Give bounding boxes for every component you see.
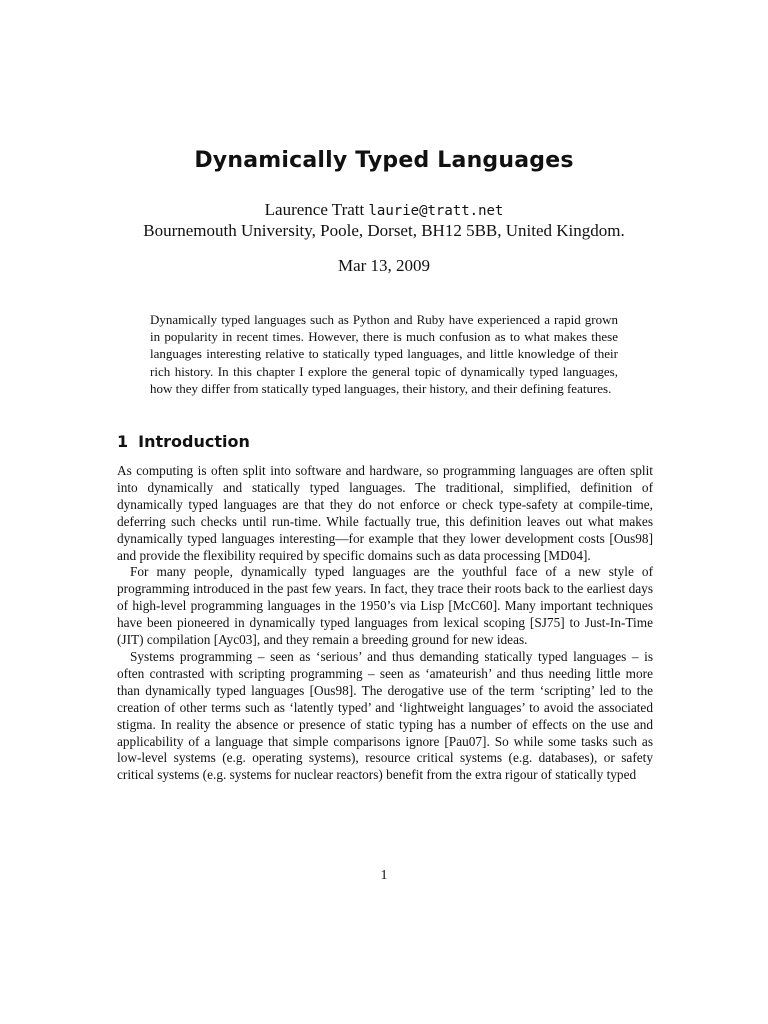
- page-number: 1: [380, 868, 388, 883]
- paragraph: As computing is often split into software and hardware, so programming languages are often split into dynamically and statically typed languages. The traditional, simplified, definition of dynamically typed languages are that they do not enforce or check type-safety at compile-time, deferring such checks until run-time. While factually true, this definition leaves out what makes dynamically typed languages interesting—for example that they lower development costs [Ous98] and provide the flexibility required by specific domains such as data processing [MD04].: [117, 463, 653, 563]
- author-line: [0, 200, 768, 220]
- paper-date: Mar 13, 2009: [337, 256, 431, 275]
- paragraph: For many people, dynamically typed languages are the youthful face of a new style of programming introduced in the past few years. In fact, they trace their roots back to the earliest days of high-level programming languages in the 1950’s via Lisp [McC60]. Many important techniques have been pioneered in dynamically typed languages from lexical scoping [SJ75] to Just-In-Time (JIT) compilation [Ayc03], and they remain a breeding ground for new ideas.: [117, 564, 653, 648]
- section-title: Introduction: [138, 432, 250, 451]
- author-name: Laurence Tratt: [264, 200, 365, 219]
- abstract: Dynamically typed languages such as Python and Ruby have experienced a rapid grown in popularity in recent times. However, there is much confusion as to what makes these languages interesting relative to statically typed languages, and little knowledge of their rich history. In this chapter I explore the general topic of dynamically typed languages, how they differ from statically typed languages, their history, and their defining features.: [150, 312, 618, 396]
- body-text: [117, 463, 653, 784]
- section-heading: [117, 432, 250, 451]
- section-number: 1: [117, 432, 129, 451]
- paragraph: Systems programming – seen as ‘serious’ and thus demanding statically typed languages – is often contrasted with scripting programming – seen as ‘amateurish’ and thus needing little more than dynamically typed languages [Ous98]. The derogative use of the term ‘scripting’ led to the creation of other terms such as ‘latently typed’ and ‘lightweight languages’ to avoid the associated stigma. In reality the absence or presence of static typing has a number of effects on the use and applicability of a language that simple comparisons ignore [Pau07]. So while some tasks such as low-level systems (e.g. operating systems), resource critical systems (e.g. databases), or safety critical systems (e.g. systems for nuclear reactors) benefit from the extra rigour of statically typed: [117, 648, 653, 783]
- author-email: laurie@tratt.net: [368, 203, 504, 219]
- paper-title: Dynamically Typed Languages: [194, 148, 574, 173]
- author-affiliation: Bournemouth University, Poole, Dorset, BH12 5BB, United Kingdom.: [143, 221, 625, 240]
